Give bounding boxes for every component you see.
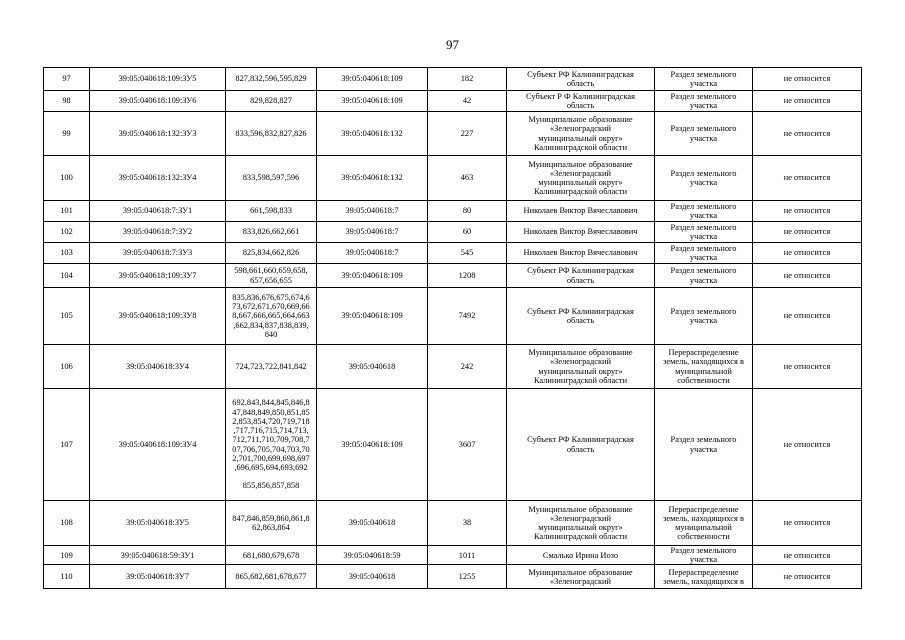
owner-cell [507, 501, 655, 546]
row-number-cell: 97 [44, 68, 90, 91]
cell-line: «Зеленоградский [549, 513, 612, 523]
parcel-id-cell: 39:05:040618:132:ЗУ4 [90, 156, 226, 201]
method-cell [655, 501, 753, 546]
cell-line: земель, находящихся в [663, 513, 744, 523]
points-cell [226, 156, 317, 201]
cell-line: участка [689, 79, 718, 88]
row-number-cell: 109 [44, 546, 90, 565]
method-cell [655, 345, 753, 389]
cell-line: ,717,716,715,714,713, [233, 426, 309, 436]
area-cell: 80 [428, 201, 507, 222]
cell-line: участка [689, 316, 718, 325]
cell-line: участка [689, 101, 718, 110]
owner-cell [507, 68, 655, 91]
cell-line: 07,706,705,704,703,70 [232, 444, 310, 454]
cell-line: Раздел земельного [670, 243, 737, 253]
parcel-id-cell: 39:05:040618:59:ЗУ1 [90, 546, 226, 565]
area-cell: 7492 [428, 288, 507, 345]
method-cell [655, 201, 753, 222]
owner-cell [507, 201, 655, 222]
parcel-id-cell: 39:05:040618:109:ЗУ4 [90, 389, 226, 501]
cell-line: Муниципальное образование [528, 115, 633, 125]
table-row [44, 222, 862, 243]
method-cell [655, 288, 753, 345]
cell-line: 681,680,679,678 [242, 550, 300, 560]
cell-line: собственности [677, 375, 730, 385]
cell-line: область [566, 79, 595, 88]
row-number-cell: 108 [44, 501, 90, 546]
table-row [44, 201, 862, 222]
cell-line: Калининградской области [533, 187, 628, 197]
cell-line: «Зеленоградский [549, 576, 612, 586]
cell-line: 47,848,849,850,851,85 [232, 407, 310, 417]
method-cell [655, 389, 753, 501]
row-number-cell: 98 [44, 91, 90, 112]
points-cell [226, 68, 317, 91]
parcels-table [43, 67, 862, 589]
cell-line: Субъект РФ Калининградская [527, 69, 634, 79]
area-cell: 38 [428, 501, 507, 546]
cell-line: муниципальной [675, 523, 732, 532]
row-number-cell: 110 [44, 565, 90, 589]
cell-line: ,696,695,694,693,692 [234, 462, 308, 472]
cell-line: 865,682,681,678,677 [235, 572, 307, 582]
parcel-id-cell: 39:05:040618:109:ЗУ5 [90, 68, 226, 91]
cell-line: 825,834,662,826 [242, 248, 300, 258]
method-cell [655, 565, 753, 589]
status-cell: не относится [753, 243, 862, 264]
owner-cell [507, 91, 655, 112]
source-parcel-cell: 39:05:040618:7 [317, 222, 428, 243]
cell-line: ,662,834,837,838,839, [233, 320, 309, 330]
table-row [44, 345, 862, 389]
status-cell: не относится [753, 288, 862, 345]
points-cell [226, 345, 317, 389]
owner-cell [507, 112, 655, 156]
owner-cell [507, 389, 655, 501]
cell-line: муниципальный округ» [538, 366, 623, 376]
points-cell [226, 546, 317, 565]
cell-line: Раздел земельного [670, 435, 737, 445]
cell-line: участка [689, 133, 718, 143]
cell-line: 835,836,676,675,674,6 [232, 292, 310, 302]
cell-line: Раздел земельного [670, 222, 737, 232]
cell-line: Перераспределение [668, 504, 739, 514]
cell-line: муниципальный округ» [538, 133, 623, 143]
cell-line: Николаев Виктор Вячеславович [523, 227, 638, 237]
table-row [44, 565, 862, 589]
status-cell: не относится [753, 345, 862, 389]
status-cell: не относится [753, 264, 862, 288]
table-row [44, 264, 862, 288]
cell-line: Раздел земельного [670, 124, 737, 134]
cell-line: 73,672,671,670,669,66 [232, 302, 310, 312]
source-parcel-cell: 39:05:040618:109 [317, 389, 428, 501]
source-parcel-cell: 39:05:040618:109 [317, 288, 428, 345]
parcel-id-cell: 39:05:040618:7:ЗУ2 [90, 222, 226, 243]
method-cell [655, 243, 753, 264]
source-parcel-cell: 39:05:040618:109 [317, 91, 428, 112]
table-row [44, 68, 862, 91]
owner-cell [507, 288, 655, 345]
cell-line: Раздел земельного [670, 201, 737, 211]
points-cell [226, 201, 317, 222]
cell-line: область [566, 275, 595, 285]
method-cell [655, 91, 753, 112]
parcel-id-cell: 39:05:040618:109:ЗУ8 [90, 288, 226, 345]
cell-line: Николаев Виктор Вячеславович [523, 206, 638, 216]
cell-line: 833,598,597,596 [242, 173, 300, 183]
table-row [44, 546, 862, 565]
status-cell: не относится [753, 112, 862, 156]
row-number-cell: 103 [44, 243, 90, 264]
points-cell [226, 264, 317, 288]
area-cell: 242 [428, 345, 507, 389]
cell-line: 8,667,666,665,664,663 [232, 311, 310, 321]
cell-line: Раздел земельного [670, 266, 737, 276]
method-cell [655, 112, 753, 156]
cell-line: участка [689, 232, 718, 241]
cell-line: 661,598,833 [250, 206, 292, 216]
cell-line: муниципальный округ» [538, 523, 623, 532]
parcel-id-cell: 39:05:040618:ЗУ5 [90, 501, 226, 546]
owner-cell [507, 565, 655, 589]
cell-line: 855,856,857,858 [242, 481, 300, 491]
cell-line: муниципальный округ» [538, 178, 623, 187]
owner-cell [507, 222, 655, 243]
source-parcel-cell: 39:05:040618:109 [317, 68, 428, 91]
source-parcel-cell: 39:05:040618 [317, 565, 428, 589]
area-cell: 463 [428, 156, 507, 201]
status-cell: не относится [753, 201, 862, 222]
owner-cell [507, 264, 655, 288]
area-cell: 42 [428, 91, 507, 112]
cell-line: 840 [264, 329, 278, 339]
cell-line: Перераспределение [668, 567, 739, 577]
cell-line: «Зеленоградский [549, 357, 612, 367]
area-cell: 182 [428, 68, 507, 91]
cell-line: Раздел земельного [670, 168, 737, 178]
area-cell: 1255 [428, 565, 507, 589]
status-cell: не относится [753, 546, 862, 565]
cell-line: Смалько Ирина Иозо [542, 550, 619, 560]
cell-line: Раздел земельного [670, 546, 737, 555]
cell-line: 829,828,827 [250, 96, 292, 106]
cell-line: земель, находящихся в [663, 576, 744, 586]
table-row [44, 288, 862, 345]
points-cell [226, 112, 317, 156]
cell-line: участка [689, 253, 718, 262]
parcel-id-cell: 39:05:040618:132:ЗУ3 [90, 112, 226, 156]
owner-cell [507, 345, 655, 389]
source-parcel-cell: 39:05:040618:7 [317, 201, 428, 222]
page-number: 97 [446, 37, 459, 52]
source-parcel-cell: 39:05:040618:132 [317, 156, 428, 201]
cell-line: Муниципальное образование [528, 159, 633, 169]
cell-line: «Зеленоградский [549, 124, 612, 134]
cell-line: Перераспределение [668, 348, 739, 358]
points-cell [226, 501, 317, 546]
method-cell [655, 68, 753, 91]
cell-line [228, 472, 314, 481]
source-parcel-cell: 39:05:040618 [317, 345, 428, 389]
cell-line: Субъект РФ Калининградская [527, 306, 634, 316]
source-parcel-cell: 39:05:040618:59 [317, 546, 428, 565]
method-cell [655, 264, 753, 288]
cell-line: Муниципальное образование [528, 348, 633, 358]
cell-line: область [566, 316, 595, 325]
owner-cell [507, 156, 655, 201]
row-number-cell: 102 [44, 222, 90, 243]
cell-line: Калининградской области [533, 532, 628, 542]
status-cell: не относится [753, 389, 862, 501]
points-cell [226, 389, 317, 501]
cell-line: 833,596,832,827,826 [235, 128, 307, 138]
table-row [44, 501, 862, 546]
cell-line: 847,846,859,860,861,8 [232, 513, 310, 523]
area-cell: 545 [428, 243, 507, 264]
parcel-id-cell: 39:05:040618:ЗУ7 [90, 565, 226, 589]
source-parcel-cell: 39:05:040618 [317, 501, 428, 546]
row-number-cell: 99 [44, 112, 90, 156]
cell-line: Николаев Виктор Вячеславович [523, 248, 638, 258]
status-cell: не относится [753, 501, 862, 546]
cell-line: участка [689, 211, 718, 220]
cell-line: область [566, 101, 595, 110]
table-row [44, 156, 862, 201]
cell-line: Раздел земельного [670, 91, 737, 101]
area-cell: 3607 [428, 389, 507, 501]
status-cell: не относится [753, 565, 862, 589]
cell-line: «Зеленоградский [549, 168, 612, 178]
row-number-cell: 100 [44, 156, 90, 201]
cell-line: Раздел земельного [670, 306, 737, 316]
cell-line: 62,863,864 [252, 523, 290, 532]
source-parcel-cell: 39:05:040618:109 [317, 264, 428, 288]
row-number-cell: 105 [44, 288, 90, 345]
points-cell [226, 565, 317, 589]
cell-line: 833,826,662,661 [242, 227, 300, 237]
method-cell [655, 156, 753, 201]
cell-line: Субъект Р Ф Калининградская [526, 91, 635, 101]
cell-line: 827,832,596,595,829 [235, 74, 307, 84]
cell-line: участка [689, 444, 718, 454]
cell-line: Муниципальное образование [528, 567, 633, 577]
cell-line: Субъект РФ Калининградская [527, 266, 634, 276]
points-cell [226, 222, 317, 243]
method-cell [655, 546, 753, 565]
row-number-cell: 101 [44, 201, 90, 222]
cell-line: Калининградской области [533, 142, 628, 152]
cell-line: 2,853,854,720,719,718 [232, 416, 310, 426]
parcel-id-cell: 39:05:040618:ЗУ4 [90, 345, 226, 389]
points-cell [226, 288, 317, 345]
cell-line: 2,701,700,699,698,697 [232, 453, 310, 463]
area-cell: 60 [428, 222, 507, 243]
method-cell [655, 222, 753, 243]
row-number-cell: 104 [44, 264, 90, 288]
status-cell: не относится [753, 91, 862, 112]
cell-line: 712,711,710,709,708,7 [232, 435, 310, 445]
cell-line: земель, находящихся в [663, 357, 744, 367]
cell-line: участка [689, 555, 718, 565]
table-row [44, 112, 862, 156]
parcel-id-cell: 39:05:040618:109:ЗУ6 [90, 91, 226, 112]
row-number-cell: 107 [44, 389, 90, 501]
cell-line: Калининградской области [533, 375, 628, 385]
cell-line: область [566, 444, 595, 454]
cell-line: Субъект РФ Калининградская [527, 435, 634, 445]
points-cell [226, 91, 317, 112]
owner-cell [507, 546, 655, 565]
area-cell: 227 [428, 112, 507, 156]
cell-line: 657,656,655 [250, 275, 292, 285]
source-parcel-cell: 39:05:040618:7 [317, 243, 428, 264]
table-row [44, 389, 862, 501]
parcel-id-cell: 39:05:040618:7:ЗУ1 [90, 201, 226, 222]
status-cell: не относится [753, 222, 862, 243]
area-cell: 1011 [428, 546, 507, 565]
table-row [44, 91, 862, 112]
cell-line: собственности [677, 532, 730, 542]
area-cell: 1208 [428, 264, 507, 288]
cell-line: 724,723,722,841,842 [235, 361, 307, 371]
cell-line: муниципальной [675, 366, 732, 376]
cell-line: Раздел земельного [670, 69, 737, 79]
status-cell: не относится [753, 156, 862, 201]
cell-line: участка [689, 178, 718, 187]
cell-line: Муниципальное образование [528, 504, 633, 514]
source-parcel-cell: 39:05:040618:132 [317, 112, 428, 156]
table-row [44, 243, 862, 264]
cell-line: 692,843,844,845,846,8 [232, 398, 310, 408]
cell-line: 598,661,660,659,658, [234, 266, 308, 276]
status-cell: не относится [753, 68, 862, 91]
points-cell [226, 243, 317, 264]
cell-line: участка [689, 275, 718, 285]
row-number-cell: 106 [44, 345, 90, 389]
parcel-id-cell: 39:05:040618:7:ЗУ3 [90, 243, 226, 264]
owner-cell [507, 243, 655, 264]
parcel-id-cell: 39:05:040618:109:ЗУ7 [90, 264, 226, 288]
